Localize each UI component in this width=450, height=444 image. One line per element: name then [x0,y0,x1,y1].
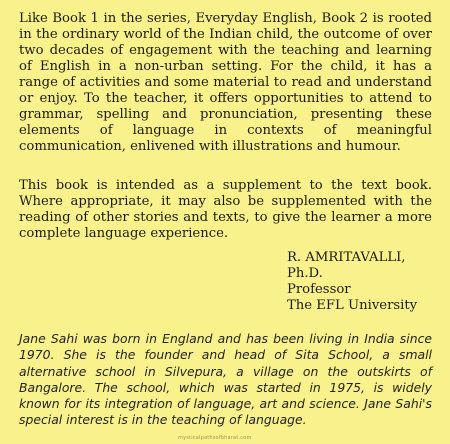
signatory-title: Professor [287,282,351,297]
signatory-name: R. AMRITAVALLI, [287,250,406,265]
signature-block [287,250,417,314]
signatory-institution: The EFL University [287,298,418,313]
intro-paragraph: Like Book 1 in the series, Everyday English, Book 2 is rooted in the ordinary world of the Indian child, the outcome of over two decades of engagement with the teaching and learning of English in a non-urban setting. For the child, it has a range of activities and some material to read and understand or enjoy. To the teacher, it offers opportunities to attend to grammar, spelling and pronunciation, presenting these elements of language in contexts of meaningful communication, enlivened with illustrations and humour. [19,11,432,154]
author-bio: Jane Sahi was born in England and has been living in India since 1970. She is the founder and head of Sita School, a small alternative school in Silvepura, a village on the outskirts of Bangalore. The school, which was started in 1975, is widely known for its integration of language, art and science. Jane Sahi's special interest is in the teaching of language. [19,331,432,428]
watermark: mysticalpathsofbharat.com [178,435,252,441]
signatory-degree: Ph.D. [287,266,323,281]
supplement-paragraph: This book is intended as a supplement to the text book. Where appropriate, it may also be supplemented with the reading of other stories and texts, to give the learner a more complete language experience. [19,178,432,241]
